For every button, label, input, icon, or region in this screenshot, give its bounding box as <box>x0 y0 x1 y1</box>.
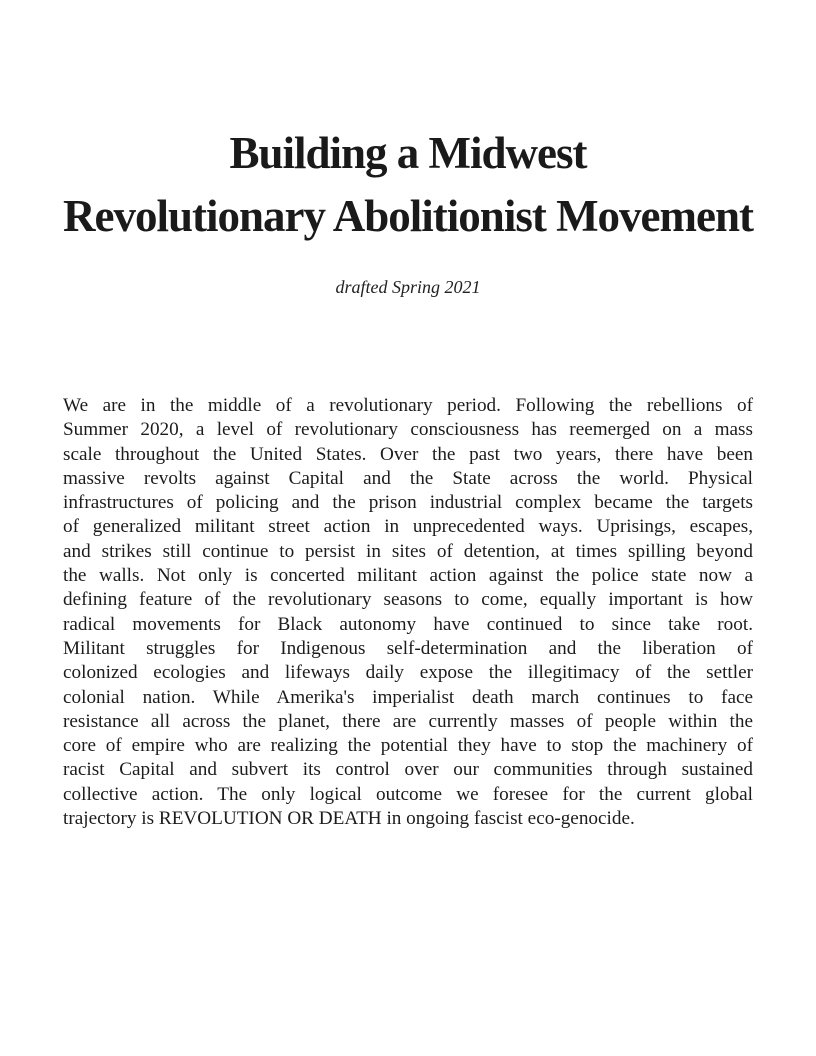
paragraph-line: defining feature of the revolutionary seasons to come, equally important is how <box>63 589 753 611</box>
paragraph-line: colonial nation. While Amerika's imperialist death march continues to face <box>63 686 753 708</box>
paragraph-line: We are in the middle of a revolutionary period. Following the rebellions of <box>63 395 753 416</box>
paragraph-line: scale throughout the United States. Over the past two years, there have been <box>63 443 753 465</box>
paragraph-line: infrastructures of policing and the prison industrial complex became the targets <box>63 492 753 514</box>
body-paragraph <box>63 394 753 831</box>
paragraph-line: and strikes still continue to persist in sites of detention, at times spilling beyond <box>63 540 753 562</box>
document-subtitle: drafted Spring 2021 <box>335 277 481 297</box>
paragraph-line: the walls. Not only is concerted militant action against the police state now a <box>63 565 753 587</box>
document-title <box>40 122 776 248</box>
paragraph-line: Militant struggles for Indigenous self-determination and the liberation of <box>63 637 753 659</box>
paragraph-line: colonized ecologies and lifeways daily expose the illegitimacy of the settler <box>63 662 753 684</box>
paragraph-line: of generalized militant street action in unprecedented ways. Uprisings, escapes, <box>63 516 753 538</box>
title-line-1: Building a Midwest <box>229 128 587 178</box>
paragraph-line: resistance all across the planet, there are currently masses of people within the <box>63 710 753 732</box>
paragraph-line: radical movements for Black autonomy have continued to since take root. <box>63 613 753 635</box>
paragraph-line: massive revolts against Capital and the State across the world. Physical <box>63 467 753 489</box>
paragraph-line: racist Capital and subvert its control over our communities through sustained <box>63 759 753 781</box>
paragraph-line: Summer 2020, a level of revolutionary consciousness has reemerged on a mass <box>63 419 753 441</box>
paragraph-line: trajectory is REVOLUTION OR DEATH in ongoing fascist eco-genocide. <box>63 808 635 830</box>
paragraph-line: collective action. The only logical outcome we foresee for the current global <box>63 783 753 805</box>
title-line-2: Revolutionary Abolitionist Movement <box>63 191 753 241</box>
paragraph-line: core of empire who are realizing the potential they have to stop the machinery of <box>63 735 753 757</box>
